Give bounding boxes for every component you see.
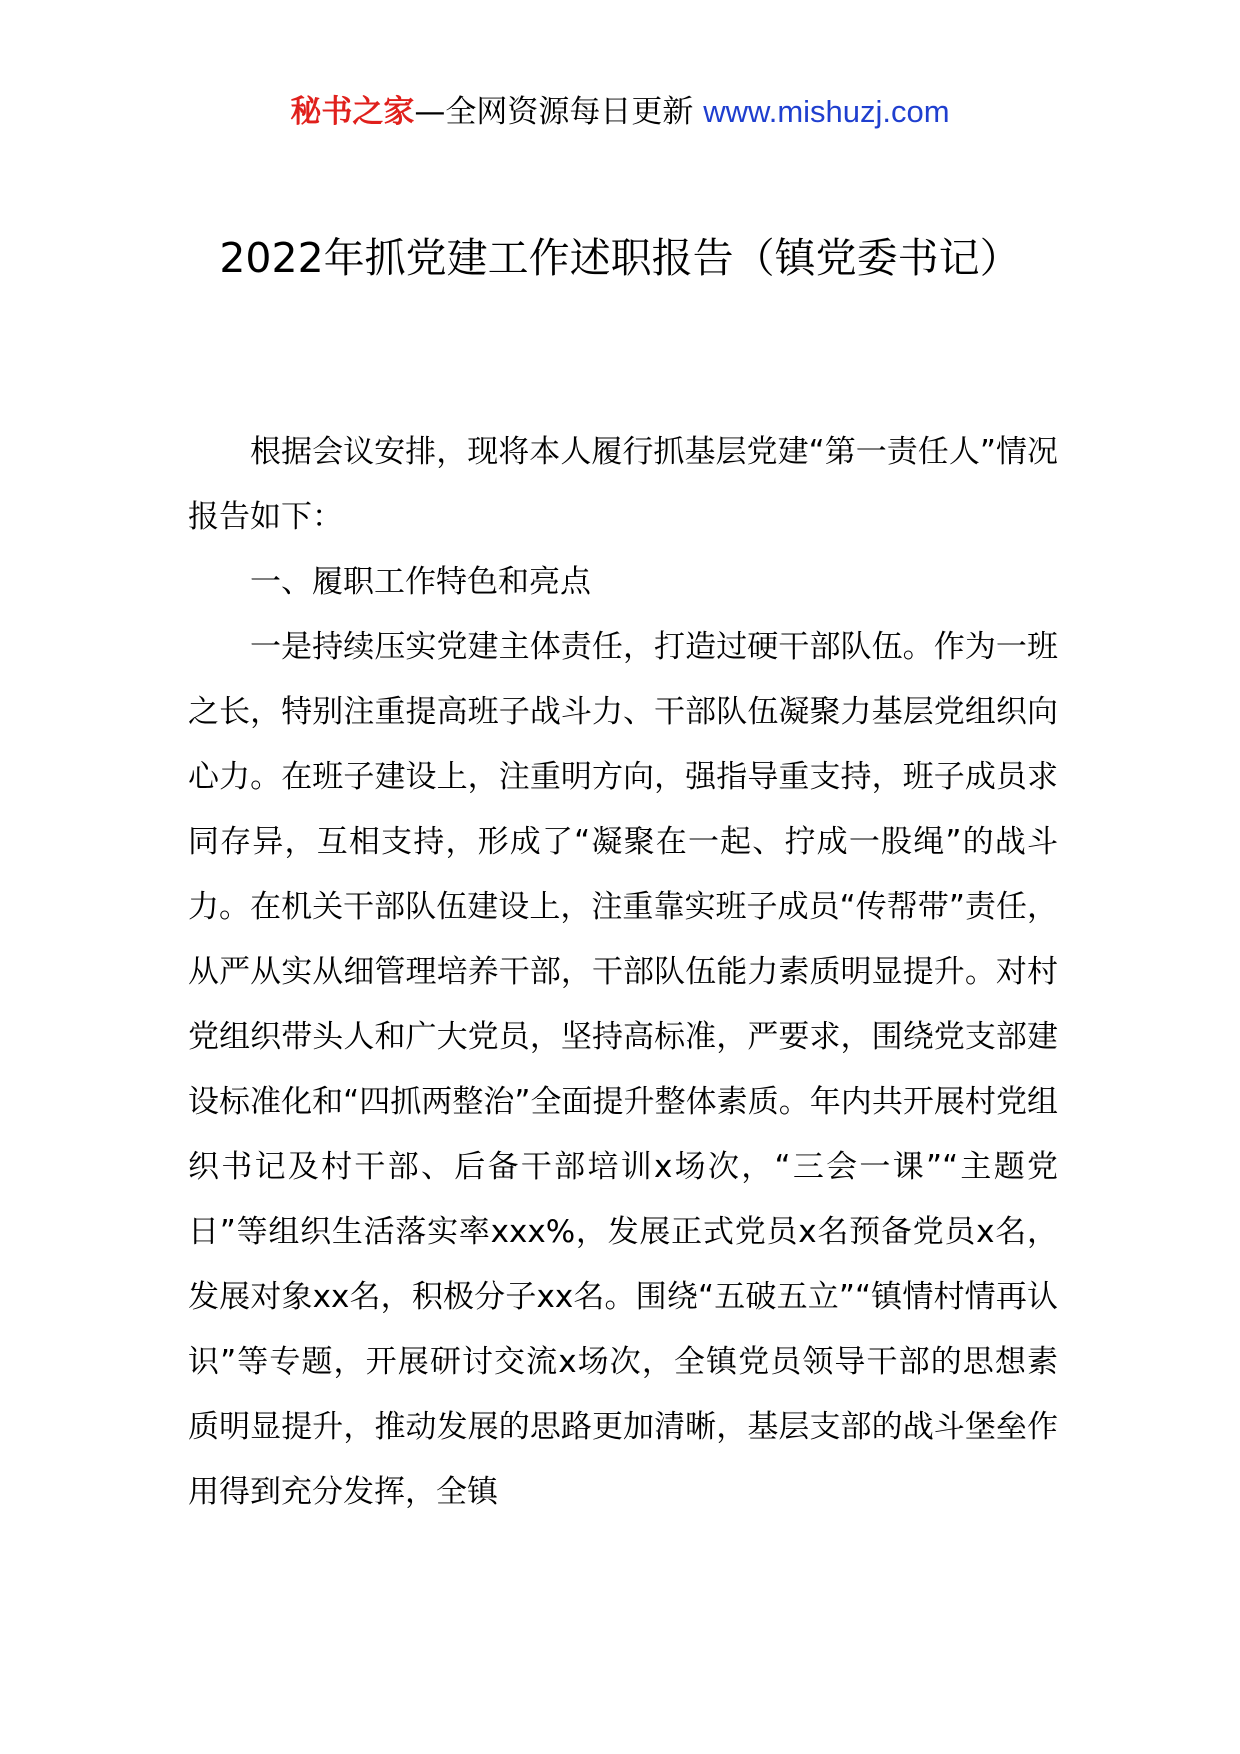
document-title: 2022年抓党建工作述职报告（镇党委书记） xyxy=(219,234,1021,282)
paragraph-body: 一是持续压实党建主体责任，打造过硬干部队伍。作为一班之长，特别注重提高班子战斗力、干部队伍凝聚力基层党组织向心力。在班子建设上，注重明方向，强指导重支持，班子成员求同存异，互相支持，形成了“凝聚在一起、拧成一股绳”的战斗力。在机关干部队伍建设上，注重靠实班子成员“传帮带”责任，从严从实从细管理培养干部，干部队伍能力素质明显提升。对村党组织带头人和广大党员，坚持高标准，严要求，围绕党支部建设标准化和“四抓两整治”全面提升整体素质。年内共开展村党组织书记及村干部、后备干部培训x场次，“三会一课”“主题党日”等组织生活落实率xxx%，发展正式党员x名预备党员x名，发展对象xx名，积极分子xx名。围绕“五破五立”“镇情村情再认识”等专题，开展研讨交流x场次，全镇党员领导干部的思想素质明显提升，推动发展的思路更加清晰，基层支部的战斗堡垒作用得到充分发挥，全镇 xyxy=(188,629,1058,1510)
banner-site-link[interactable]: www.mishuzj.com xyxy=(703,94,950,129)
document-body xyxy=(188,420,1058,1525)
paragraph-intro: 根据会议安排，现将本人履行抓基层党建“第一责任人”情况报告如下： xyxy=(188,434,1058,535)
site-banner xyxy=(0,92,1240,132)
banner-tagline: —全网资源每日更新 xyxy=(414,94,694,130)
banner-brand: 秘书之家 xyxy=(290,94,415,130)
section-heading: 一、履职工作特色和亮点 xyxy=(250,564,591,600)
